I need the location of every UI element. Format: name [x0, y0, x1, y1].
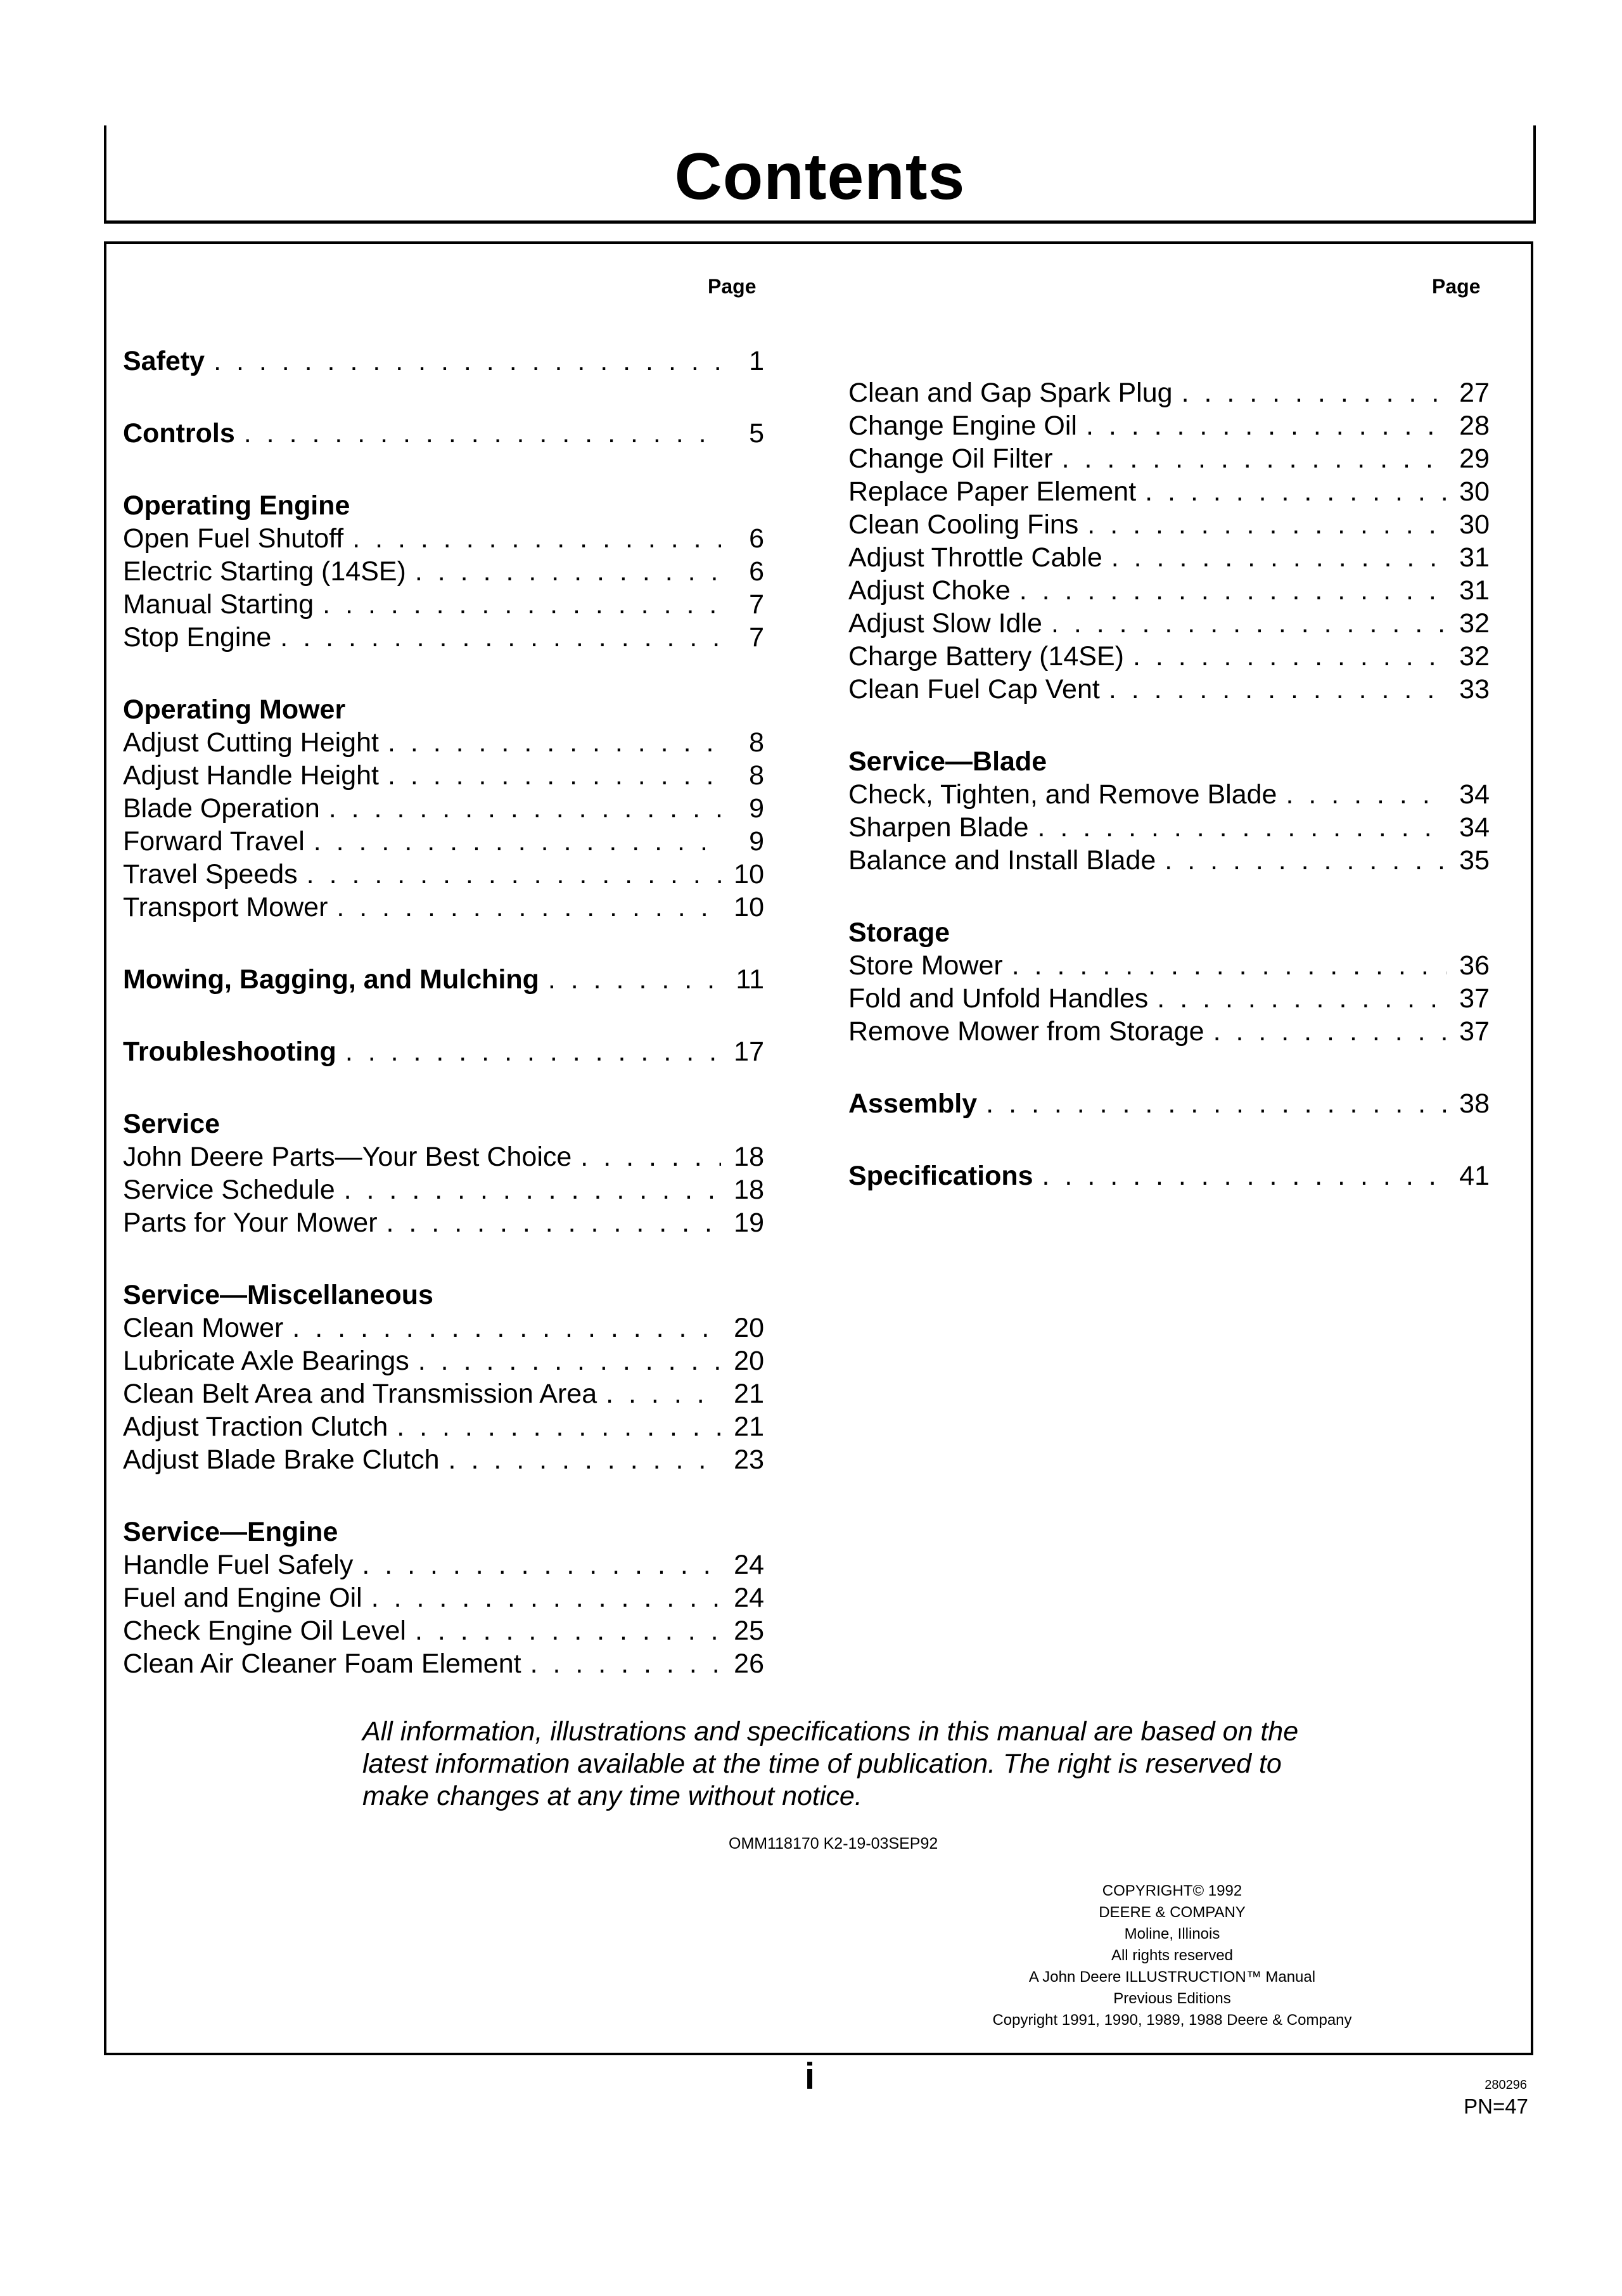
toc-section-heading — [848, 1087, 1490, 1120]
toc-page-number: 28 — [1459, 411, 1490, 441]
toc-entry — [123, 1410, 764, 1443]
dot-leader — [1165, 844, 1446, 877]
toc-section-heading — [123, 417, 764, 450]
toc-section — [123, 963, 764, 996]
pn-number: PN=47 — [1464, 2095, 1528, 2118]
document-id: 280296 — [1485, 2078, 1527, 2092]
toc-page-number: 34 — [1459, 779, 1490, 810]
toc-entry-label: Clean and Gap Spark Plug — [848, 378, 1173, 408]
toc-page-number: 35 — [1459, 845, 1490, 876]
toc-page-number: 41 — [1459, 1161, 1490, 1191]
toc-entry-label: Fold and Unfold Handles — [848, 983, 1149, 1014]
toc-page-number: 31 — [1459, 542, 1490, 573]
toc-entry-label: Adjust Choke — [848, 575, 1011, 606]
toc-entry-label: Open Fuel Shutoff — [123, 523, 344, 554]
dot-leader — [1051, 607, 1446, 640]
toc-entry — [848, 778, 1490, 811]
toc-section — [848, 1087, 1490, 1120]
toc-page-number: 32 — [1459, 641, 1490, 672]
dot-leader — [1111, 541, 1446, 574]
toc-section-heading — [123, 1515, 764, 1548]
toc-entry-label: Adjust Traction Clutch — [123, 1412, 388, 1442]
toc-page-number: 7 — [749, 622, 764, 653]
toc-entry-label: Service Schedule — [123, 1175, 335, 1205]
toc-page-number: 24 — [734, 1583, 764, 1613]
page-title: Contents — [674, 140, 966, 214]
toc-entry-label: Electric Starting (14SE) — [123, 556, 406, 587]
copyright-block — [950, 1880, 1394, 2031]
toc-entry — [123, 1614, 764, 1647]
toc-heading-label: Mowing, Bagging, and Mulching — [123, 964, 539, 995]
toc-entry — [123, 1443, 764, 1476]
toc-heading-label: Service—Blade — [848, 746, 1047, 777]
dot-leader — [1087, 508, 1446, 541]
toc-entry — [123, 1206, 764, 1239]
dot-leader — [1086, 409, 1446, 442]
dot-leader — [1182, 376, 1446, 409]
toc-section-heading — [123, 345, 764, 378]
dot-leader — [371, 1581, 721, 1614]
toc-page-number: 6 — [749, 523, 764, 554]
copyright-line: All rights reserved — [1111, 1947, 1234, 1964]
toc-entry — [123, 1311, 764, 1344]
toc-entry-label: Adjust Slow Idle — [848, 608, 1042, 639]
toc-section — [123, 417, 764, 450]
toc-section-heading — [123, 1035, 764, 1068]
toc-entry-label: Adjust Cutting Height — [123, 727, 379, 758]
toc-page-number: 8 — [749, 727, 764, 758]
toc-section-heading — [123, 489, 764, 522]
toc-page-number: 31 — [1459, 575, 1490, 606]
page-column-header-right: Page — [1432, 275, 1481, 298]
dot-leader — [1145, 475, 1446, 508]
toc-section — [848, 745, 1490, 877]
toc-page-number: 36 — [1459, 950, 1490, 981]
toc-entry — [848, 508, 1490, 541]
toc-entry — [848, 574, 1490, 607]
dot-leader — [292, 1311, 721, 1344]
toc-entry — [123, 1377, 764, 1410]
toc-page-number: 18 — [734, 1142, 764, 1172]
toc-page-number: 38 — [1459, 1088, 1490, 1119]
document-code: OMM118170 K2-19-03SEP92 — [729, 1835, 938, 1853]
dot-leader — [415, 555, 721, 588]
toc-entry — [848, 442, 1490, 475]
toc-section-heading — [123, 963, 764, 996]
toc-entry-label: Adjust Handle Height — [123, 760, 379, 791]
toc-entry — [848, 409, 1490, 442]
dot-leader — [388, 726, 721, 759]
toc-entry — [123, 1548, 764, 1581]
toc-page-number: 25 — [734, 1616, 764, 1646]
toc-entry-label: Clean Belt Area and Transmission Area — [123, 1379, 597, 1409]
dot-leader — [1042, 1159, 1446, 1192]
toc-page-number: 33 — [1459, 674, 1490, 705]
toc-entry — [848, 811, 1490, 844]
dot-leader — [449, 1443, 721, 1476]
toc-section — [123, 1035, 764, 1068]
toc-page-number: 8 — [749, 760, 764, 791]
toc-entry-label: Clean Air Cleaner Foam Element — [123, 1649, 521, 1679]
toc-page-number: 34 — [1459, 812, 1490, 843]
toc-section — [123, 345, 764, 378]
toc-entry-label: Blade Operation — [123, 793, 320, 824]
toc-section-heading — [123, 693, 764, 726]
toc-entry — [123, 1140, 764, 1173]
toc-section-heading — [848, 916, 1490, 949]
toc-page-number: 10 — [734, 892, 764, 922]
copyright-line: A John Deere ILLUSTRUCTION™ Manual — [1028, 1968, 1316, 1986]
toc-page-number: 30 — [1459, 476, 1490, 507]
toc-page-number: 7 — [749, 589, 764, 620]
copyright-line: Copyright 1991, 1990, 1989, 1988 Deere & Company — [992, 2012, 1352, 2029]
toc-heading-label: Specifications — [848, 1161, 1033, 1191]
toc-page-number: 17 — [734, 1036, 764, 1067]
dot-leader — [415, 1614, 721, 1647]
toc-page-number: 18 — [734, 1175, 764, 1205]
toc-entry — [123, 792, 764, 825]
toc-section-heading — [123, 1279, 764, 1311]
dot-leader — [1133, 640, 1446, 673]
toc-entry — [123, 1647, 764, 1680]
toc-entry — [123, 726, 764, 759]
toc-entry-label: Handle Fuel Safely — [123, 1550, 354, 1580]
toc-page-number: 27 — [1459, 378, 1490, 408]
toc-entry — [848, 541, 1490, 574]
toc-entry — [848, 376, 1490, 409]
toc-entry-label: Fuel and Engine Oil — [123, 1583, 362, 1613]
toc-section — [848, 1159, 1490, 1192]
toc-heading-label: Service—Miscellaneous — [123, 1280, 433, 1310]
dot-leader — [388, 759, 721, 792]
toc-entry-label: Check Engine Oil Level — [123, 1616, 406, 1646]
toc-entry-label: Travel Speeds — [123, 859, 298, 890]
toc-entry — [848, 949, 1490, 982]
copyright-line: Moline, Illinois — [1124, 1925, 1220, 1942]
dot-leader — [314, 825, 721, 858]
toc-page-number: 19 — [734, 1208, 764, 1238]
toc-entry-label: Remove Mower from Storage — [848, 1016, 1204, 1047]
toc-page-number: 9 — [749, 826, 764, 857]
toc-page-number: 21 — [734, 1379, 764, 1409]
toc-entry-label: Balance and Install Blade — [848, 845, 1156, 876]
toc-section — [123, 693, 764, 924]
dot-leader — [1286, 778, 1446, 811]
toc-page-number: 23 — [734, 1445, 764, 1475]
toc-section — [123, 1515, 764, 1680]
toc-entry-label: Change Oil Filter — [848, 443, 1053, 474]
dot-leader — [580, 1140, 721, 1173]
toc-entry — [123, 588, 764, 621]
toc-entry — [123, 858, 764, 891]
dot-leader — [530, 1647, 721, 1680]
dot-leader — [329, 792, 721, 825]
toc-heading-label: Service — [123, 1109, 220, 1139]
toc-heading-label: Assembly — [848, 1088, 978, 1119]
toc-heading-label: Storage — [848, 917, 950, 948]
toc-section-heading — [123, 1107, 764, 1140]
toc-entry — [123, 891, 764, 924]
dot-leader — [336, 891, 721, 924]
toc-entry — [848, 1015, 1490, 1048]
dot-leader — [280, 621, 721, 654]
toc-entry — [848, 607, 1490, 640]
toc-entry-label: Sharpen Blade — [848, 812, 1029, 843]
toc-section — [848, 916, 1490, 1048]
dot-leader — [397, 1410, 721, 1443]
toc-entry-label: Clean Mower — [123, 1313, 284, 1343]
dot-leader — [244, 417, 721, 450]
toc-entry — [848, 673, 1490, 706]
dot-leader — [214, 345, 721, 378]
toc-heading-label: Controls — [123, 418, 235, 449]
toc-entry-label: Clean Cooling Fins — [848, 509, 1079, 540]
toc-entry — [123, 759, 764, 792]
toc-page-number: 24 — [734, 1550, 764, 1580]
toc-entry-label: Store Mower — [848, 950, 1003, 981]
dot-leader — [362, 1548, 721, 1581]
toc-left-column — [123, 345, 764, 1680]
toc-section-heading — [848, 1159, 1490, 1192]
toc-entry-label: Adjust Throttle Cable — [848, 542, 1102, 573]
dot-leader — [352, 522, 721, 555]
toc-heading-label: Service—Engine — [123, 1517, 338, 1547]
toc-entry — [123, 1344, 764, 1377]
dot-leader — [1157, 982, 1446, 1015]
dot-leader — [1062, 442, 1446, 475]
toc-entry — [848, 640, 1490, 673]
toc-entry — [123, 621, 764, 654]
toc-entry-label: Manual Starting — [123, 589, 314, 620]
toc-entry — [123, 555, 764, 588]
toc-entry — [848, 475, 1490, 508]
toc-entry-label: Charge Battery (14SE) — [848, 641, 1124, 672]
toc-entry — [848, 982, 1490, 1015]
dot-leader — [418, 1344, 721, 1377]
copyright-line: DEERE & COMPANY — [1099, 1904, 1246, 1921]
toc-page-number: 26 — [734, 1649, 764, 1679]
toc-page-number: 5 — [749, 418, 764, 449]
page-column-header-left: Page — [708, 275, 757, 298]
toc-page-number: 20 — [734, 1313, 764, 1343]
toc-page-number: 29 — [1459, 443, 1490, 474]
toc-entry — [848, 844, 1490, 877]
toc-page-number: 37 — [1459, 983, 1490, 1014]
dot-leader — [1012, 949, 1446, 982]
toc-page-number: 10 — [734, 859, 764, 890]
toc-entry — [123, 1581, 764, 1614]
toc-entry-label: Transport Mower — [123, 892, 328, 922]
toc-section — [848, 376, 1490, 706]
toc-page-number: 6 — [749, 556, 764, 587]
toc-page-number: 9 — [749, 793, 764, 824]
disclaimer: All information, illustrations and specifications in this manual are based on the latest information available at the time of publication. The right is reserved to make changes at any time without notice. — [362, 1716, 1299, 1811]
toc-heading-label: Troubleshooting — [123, 1036, 336, 1067]
toc-page-number: 11 — [736, 964, 764, 995]
copyright-line: COPYRIGHT© 1992 — [1102, 1882, 1242, 1899]
toc-page-number: 21 — [734, 1412, 764, 1442]
dot-leader — [606, 1377, 721, 1410]
toc-section — [123, 489, 764, 654]
toc-entry-label: Check, Tighten, and Remove Blade — [848, 779, 1277, 810]
dot-leader — [986, 1087, 1446, 1120]
toc-entry — [123, 522, 764, 555]
toc-heading-label: Operating Engine — [123, 490, 350, 521]
toc-page-number: 37 — [1459, 1016, 1490, 1047]
toc-entry-label: Replace Paper Element — [848, 476, 1137, 507]
dot-leader — [344, 1173, 721, 1206]
dot-leader — [1213, 1015, 1446, 1048]
dot-leader — [386, 1206, 721, 1239]
dot-leader — [1019, 574, 1446, 607]
toc-page-number: 32 — [1459, 608, 1490, 639]
toc-section — [123, 1107, 764, 1239]
dot-leader — [1109, 673, 1446, 706]
toc-entry — [123, 1173, 764, 1206]
toc-entry-label: Change Engine Oil — [848, 411, 1077, 441]
toc-heading-label: Operating Mower — [123, 694, 346, 725]
toc-entry-label: Stop Engine — [123, 622, 272, 653]
dot-leader — [345, 1035, 721, 1068]
toc-page-number: 20 — [734, 1346, 764, 1376]
toc-entry-label: Forward Travel — [123, 826, 305, 857]
dot-leader — [307, 858, 721, 891]
toc-right-column — [848, 376, 1490, 1192]
copyright-line: Previous Editions — [1113, 1990, 1231, 2007]
toc-entry — [123, 825, 764, 858]
title-box — [104, 125, 1536, 224]
toc-page-number: 30 — [1459, 509, 1490, 540]
toc-heading-label: Safety — [123, 346, 205, 376]
toc-entry-label: John Deere Parts—Your Best Choice — [123, 1142, 572, 1172]
toc-entry-label: Parts for Your Mower — [123, 1208, 378, 1238]
toc-page-number: 1 — [749, 346, 764, 376]
toc-entry-label: Lubricate Axle Bearings — [123, 1346, 409, 1376]
dot-leader — [548, 963, 721, 996]
page-number: i — [805, 2056, 815, 2097]
dot-leader — [322, 588, 721, 621]
toc-entry-label: Clean Fuel Cap Vent — [848, 674, 1100, 705]
toc-entry-label: Adjust Blade Brake Clutch — [123, 1445, 440, 1475]
dot-leader — [1038, 811, 1447, 844]
toc-section-heading — [848, 745, 1490, 778]
toc-section — [123, 1279, 764, 1476]
